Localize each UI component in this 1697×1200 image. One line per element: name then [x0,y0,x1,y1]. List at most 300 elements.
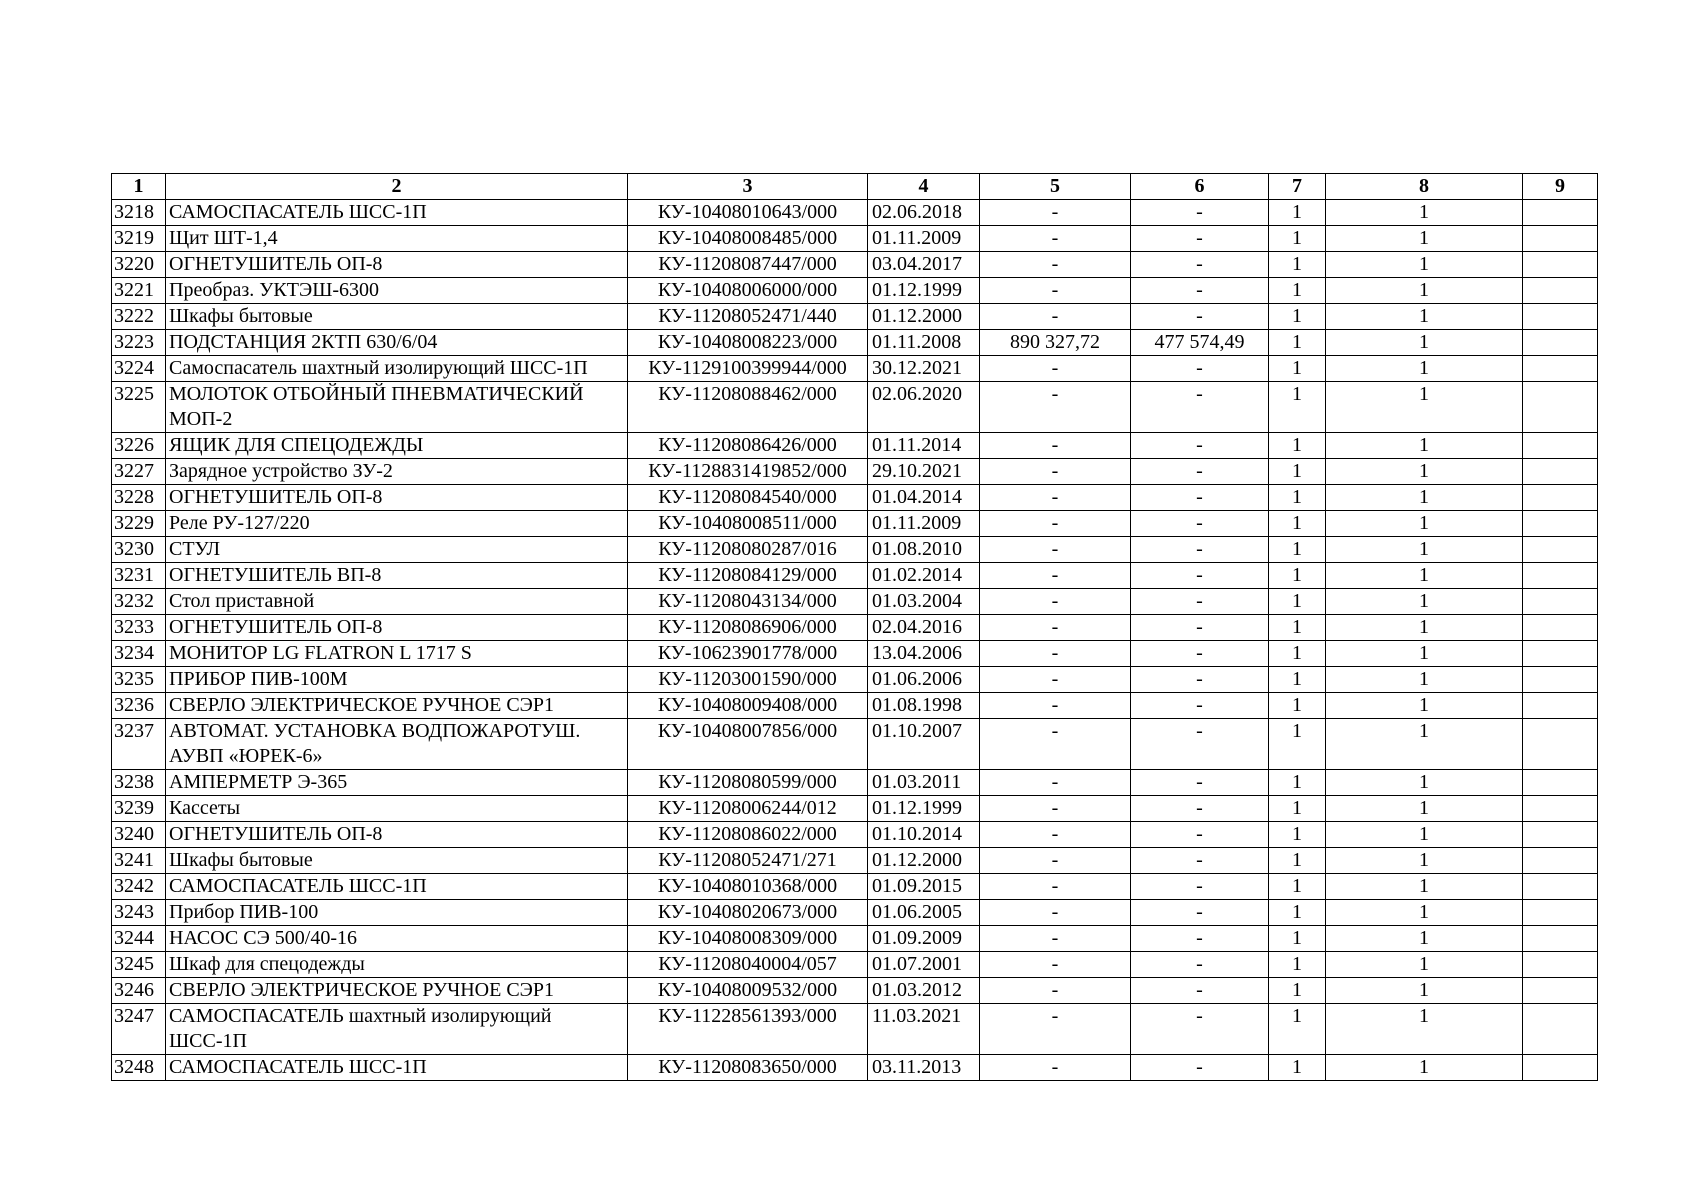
date-cell: 01.03.2004 [868,589,980,615]
item-name-cell: Кассеты [166,796,628,822]
quantity-cell: 1 [1269,1004,1326,1055]
inventory-code-cell: КУ-10408010643/000 [628,200,868,226]
column-header: 1 [112,174,166,200]
date-cell: 30.12.2021 [868,356,980,382]
column-header: 4 [868,174,980,200]
date-cell: 01.06.2005 [868,900,980,926]
item-name-cell: Реле РУ-127/220 [166,511,628,537]
count-cell: 1 [1326,278,1523,304]
date-cell: 01.12.1999 [868,796,980,822]
quantity-cell: 1 [1269,563,1326,589]
inventory-code-cell: КУ-11208086022/000 [628,822,868,848]
inventory-table [111,173,1598,1081]
cost-cell: - [980,978,1131,1004]
table-row [112,252,1598,278]
inventory-code-cell: КУ-10408008511/000 [628,511,868,537]
row-number-cell: 3246 [112,978,166,1004]
count-cell: 1 [1326,1055,1523,1081]
date-cell: 29.10.2021 [868,459,980,485]
count-cell: 1 [1326,900,1523,926]
note-cell [1523,822,1598,848]
inventory-code-cell: КУ-11208006244/012 [628,796,868,822]
table-body [112,200,1598,1081]
cost-cell: - [980,589,1131,615]
inventory-code-cell: КУ-11208043134/000 [628,589,868,615]
row-number-cell: 3248 [112,1055,166,1081]
quantity-cell: 1 [1269,589,1326,615]
note-cell [1523,667,1598,693]
quantity-cell: 1 [1269,330,1326,356]
count-cell: 1 [1326,770,1523,796]
residual-cost-cell: - [1131,433,1269,459]
table-row [112,693,1598,719]
inventory-code-cell: КУ-11208080287/016 [628,537,868,563]
item-name-cell: МОЛОТОК ОТБОЙНЫЙ ПНЕВМАТИЧЕСКИЙ МОП-2 [166,382,628,433]
quantity-cell: 1 [1269,848,1326,874]
date-cell: 02.06.2020 [868,382,980,433]
quantity-cell: 1 [1269,822,1326,848]
table-row [112,641,1598,667]
count-cell: 1 [1326,667,1523,693]
residual-cost-cell: - [1131,511,1269,537]
item-name-cell: ОГНЕТУШИТЕЛЬ ОП-8 [166,822,628,848]
count-cell: 1 [1326,641,1523,667]
item-name-cell: Щит ШТ-1,4 [166,226,628,252]
item-name-cell: Шкафы бытовые [166,304,628,330]
cost-cell: - [980,1004,1131,1055]
residual-cost-cell: - [1131,822,1269,848]
item-name-cell: Зарядное устройство ЗУ-2 [166,459,628,485]
residual-cost-cell: - [1131,978,1269,1004]
row-number-cell: 3234 [112,641,166,667]
row-number-cell: 3231 [112,563,166,589]
column-header: 9 [1523,174,1598,200]
inventory-code-cell: КУ-10408009532/000 [628,978,868,1004]
table-row [112,874,1598,900]
note-cell [1523,615,1598,641]
item-name-cell: САМОСПАСАТЕЛЬ ШСС-1П [166,874,628,900]
cost-cell: - [980,848,1131,874]
count-cell: 1 [1326,822,1523,848]
table-row [112,848,1598,874]
residual-cost-cell: - [1131,226,1269,252]
table-row [112,900,1598,926]
table-row [112,382,1598,433]
row-number-cell: 3233 [112,615,166,641]
count-cell: 1 [1326,589,1523,615]
item-name-cell: Прибор ПИВ-100 [166,900,628,926]
row-number-cell: 3239 [112,796,166,822]
cost-cell: - [980,667,1131,693]
date-cell: 11.03.2021 [868,1004,980,1055]
row-number-cell: 3225 [112,382,166,433]
date-cell: 01.10.2007 [868,719,980,770]
count-cell: 1 [1326,693,1523,719]
table-row [112,952,1598,978]
cost-cell: - [980,900,1131,926]
residual-cost-cell: - [1131,589,1269,615]
item-name-cell: Преобраз. УКТЭШ-6300 [166,278,628,304]
table-row [112,1055,1598,1081]
table-row [112,978,1598,1004]
note-cell [1523,200,1598,226]
row-number-cell: 3245 [112,952,166,978]
residual-cost-cell: - [1131,667,1269,693]
quantity-cell: 1 [1269,278,1326,304]
cost-cell: - [980,641,1131,667]
residual-cost-cell: - [1131,874,1269,900]
cost-cell: - [980,615,1131,641]
quantity-cell: 1 [1269,1055,1326,1081]
note-cell [1523,589,1598,615]
cost-cell: - [980,226,1131,252]
date-cell: 01.11.2014 [868,433,980,459]
table-row [112,537,1598,563]
date-cell: 01.12.2000 [868,848,980,874]
count-cell: 1 [1326,978,1523,1004]
count-cell: 1 [1326,952,1523,978]
table-row [112,796,1598,822]
table-row [112,667,1598,693]
count-cell: 1 [1326,356,1523,382]
count-cell: 1 [1326,304,1523,330]
column-header: 5 [980,174,1131,200]
row-number-cell: 3232 [112,589,166,615]
quantity-cell: 1 [1269,615,1326,641]
residual-cost-cell: - [1131,304,1269,330]
row-number-cell: 3235 [112,667,166,693]
row-number-cell: 3242 [112,874,166,900]
inventory-code-cell: КУ-10408008223/000 [628,330,868,356]
note-cell [1523,874,1598,900]
note-cell [1523,952,1598,978]
row-number-cell: 3247 [112,1004,166,1055]
quantity-cell: 1 [1269,900,1326,926]
date-cell: 01.12.2000 [868,304,980,330]
note-cell [1523,537,1598,563]
item-name-cell: СВЕРЛО ЭЛЕКТРИЧЕСКОЕ РУЧНОЕ СЭР1 [166,693,628,719]
residual-cost-cell: - [1131,770,1269,796]
table-row [112,719,1598,770]
item-name-cell: ОГНЕТУШИТЕЛЬ ОП-8 [166,252,628,278]
inventory-code-cell: КУ-10623901778/000 [628,641,868,667]
cost-cell: - [980,485,1131,511]
item-name-cell: ЯЩИК ДЛЯ СПЕЦОДЕЖДЫ [166,433,628,459]
cost-cell: - [980,874,1131,900]
inventory-code-cell: КУ-10408008309/000 [628,926,868,952]
count-cell: 1 [1326,485,1523,511]
cost-cell: - [980,796,1131,822]
table-row [112,1004,1598,1055]
date-cell: 01.08.1998 [868,693,980,719]
residual-cost-cell: - [1131,719,1269,770]
cost-cell: - [980,770,1131,796]
note-cell [1523,770,1598,796]
count-cell: 1 [1326,511,1523,537]
note-cell [1523,382,1598,433]
date-cell: 01.03.2011 [868,770,980,796]
cost-cell: - [980,200,1131,226]
residual-cost-cell: - [1131,563,1269,589]
inventory-code-cell: КУ-11208086426/000 [628,433,868,459]
residual-cost-cell: - [1131,252,1269,278]
note-cell [1523,304,1598,330]
cost-cell: - [980,822,1131,848]
row-number-cell: 3226 [112,433,166,459]
cost-cell: - [980,511,1131,537]
note-cell [1523,278,1598,304]
item-name-cell: ПОДСТАНЦИЯ 2КТП 630/6/04 [166,330,628,356]
residual-cost-cell: - [1131,796,1269,822]
row-number-cell: 3222 [112,304,166,330]
date-cell: 02.04.2016 [868,615,980,641]
quantity-cell: 1 [1269,978,1326,1004]
inventory-code-cell: КУ-11208083650/000 [628,1055,868,1081]
cost-cell: - [980,382,1131,433]
note-cell [1523,511,1598,537]
note-cell [1523,693,1598,719]
quantity-cell: 1 [1269,926,1326,952]
cost-cell: - [980,926,1131,952]
date-cell: 01.07.2001 [868,952,980,978]
count-cell: 1 [1326,200,1523,226]
item-name-cell: НАСОС СЭ 500/40-16 [166,926,628,952]
quantity-cell: 1 [1269,693,1326,719]
note-cell [1523,796,1598,822]
count-cell: 1 [1326,563,1523,589]
row-number-cell: 3243 [112,900,166,926]
note-cell [1523,252,1598,278]
date-cell: 01.04.2014 [868,485,980,511]
date-cell: 01.03.2012 [868,978,980,1004]
count-cell: 1 [1326,226,1523,252]
inventory-code-cell: КУ-10408008485/000 [628,226,868,252]
inventory-code-cell: КУ-10408010368/000 [628,874,868,900]
count-cell: 1 [1326,459,1523,485]
count-cell: 1 [1326,1004,1523,1055]
row-number-cell: 3229 [112,511,166,537]
count-cell: 1 [1326,252,1523,278]
inventory-code-cell: КУ-1128831419852/000 [628,459,868,485]
note-cell [1523,459,1598,485]
residual-cost-cell: - [1131,1055,1269,1081]
inventory-code-cell: КУ-10408020673/000 [628,900,868,926]
row-number-cell: 3219 [112,226,166,252]
date-cell: 01.11.2009 [868,226,980,252]
inventory-code-cell: КУ-1129100399944/000 [628,356,868,382]
note-cell [1523,1004,1598,1055]
cost-cell: - [980,952,1131,978]
inventory-code-cell: КУ-10408006000/000 [628,278,868,304]
note-cell [1523,330,1598,356]
row-number-cell: 3241 [112,848,166,874]
inventory-code-cell: КУ-11208052471/440 [628,304,868,330]
table-row [112,511,1598,537]
quantity-cell: 1 [1269,667,1326,693]
quantity-cell: 1 [1269,537,1326,563]
inventory-code-cell: КУ-11208040004/057 [628,952,868,978]
cost-cell: 890 327,72 [980,330,1131,356]
date-cell: 03.11.2013 [868,1055,980,1081]
inventory-code-cell: КУ-10408009408/000 [628,693,868,719]
date-cell: 01.06.2006 [868,667,980,693]
quantity-cell: 1 [1269,796,1326,822]
item-name-cell: ПРИБОР ПИВ-100М [166,667,628,693]
count-cell: 1 [1326,874,1523,900]
cost-cell: - [980,563,1131,589]
quantity-cell: 1 [1269,770,1326,796]
inventory-code-cell: КУ-10408007856/000 [628,719,868,770]
residual-cost-cell: - [1131,382,1269,433]
header-row [112,174,1598,200]
inventory-code-cell: КУ-11208087447/000 [628,252,868,278]
residual-cost-cell: - [1131,537,1269,563]
item-name-cell: МОНИТОР LG FLATRON L 1717 S [166,641,628,667]
cost-cell: - [980,1055,1131,1081]
date-cell: 01.11.2008 [868,330,980,356]
item-name-cell: Самоспасатель шахтный изолирующий ШСС-1П [166,356,628,382]
cost-cell: - [980,693,1131,719]
quantity-cell: 1 [1269,485,1326,511]
count-cell: 1 [1326,433,1523,459]
cost-cell: - [980,356,1131,382]
table-row [112,433,1598,459]
item-name-cell: АВТОМАТ. УСТАНОВКА ВОДПОЖАРОТУШ. АУВП «ЮРЕК-6» [166,719,628,770]
item-name-cell: АМПЕРМЕТР Э-365 [166,770,628,796]
column-header: 3 [628,174,868,200]
count-cell: 1 [1326,382,1523,433]
inventory-code-cell: КУ-11208084540/000 [628,485,868,511]
note-cell [1523,848,1598,874]
quantity-cell: 1 [1269,511,1326,537]
table-row [112,770,1598,796]
residual-cost-cell: - [1131,900,1269,926]
count-cell: 1 [1326,926,1523,952]
note-cell [1523,978,1598,1004]
residual-cost-cell: 477 574,49 [1131,330,1269,356]
quantity-cell: 1 [1269,226,1326,252]
table-row [112,563,1598,589]
residual-cost-cell: - [1131,485,1269,511]
quantity-cell: 1 [1269,433,1326,459]
date-cell: 01.08.2010 [868,537,980,563]
cost-cell: - [980,459,1131,485]
row-number-cell: 3230 [112,537,166,563]
note-cell [1523,926,1598,952]
item-name-cell: САМОСПАСАТЕЛЬ ШСС-1П [166,200,628,226]
row-number-cell: 3227 [112,459,166,485]
quantity-cell: 1 [1269,719,1326,770]
note-cell [1523,641,1598,667]
date-cell: 01.09.2015 [868,874,980,900]
date-cell: 01.11.2009 [868,511,980,537]
quantity-cell: 1 [1269,641,1326,667]
item-name-cell: Шкафы бытовые [166,848,628,874]
row-number-cell: 3238 [112,770,166,796]
cost-cell: - [980,537,1131,563]
row-number-cell: 3224 [112,356,166,382]
note-cell [1523,433,1598,459]
table-row [112,822,1598,848]
item-name-cell: Шкаф для спецодежды [166,952,628,978]
quantity-cell: 1 [1269,459,1326,485]
table-row [112,278,1598,304]
note-cell [1523,226,1598,252]
row-number-cell: 3221 [112,278,166,304]
item-name-cell: САМОСПАСАТЕЛЬ ШСС-1П [166,1055,628,1081]
cost-cell: - [980,433,1131,459]
count-cell: 1 [1326,848,1523,874]
table-row [112,200,1598,226]
column-header: 6 [1131,174,1269,200]
cost-cell: - [980,278,1131,304]
count-cell: 1 [1326,615,1523,641]
row-number-cell: 3236 [112,693,166,719]
item-name-cell: СТУЛ [166,537,628,563]
residual-cost-cell: - [1131,641,1269,667]
note-cell [1523,900,1598,926]
inventory-code-cell: КУ-11228561393/000 [628,1004,868,1055]
date-cell: 01.02.2014 [868,563,980,589]
note-cell [1523,563,1598,589]
row-number-cell: 3240 [112,822,166,848]
table-row [112,226,1598,252]
date-cell: 02.06.2018 [868,200,980,226]
quantity-cell: 1 [1269,356,1326,382]
date-cell: 13.04.2006 [868,641,980,667]
inventory-code-cell: КУ-11208052471/271 [628,848,868,874]
residual-cost-cell: - [1131,848,1269,874]
table-row [112,304,1598,330]
row-number-cell: 3244 [112,926,166,952]
item-name-cell: САМОСПАСАТЕЛЬ шахтный изолирующий ШСС-1П [166,1004,628,1055]
column-header: 8 [1326,174,1523,200]
date-cell: 01.12.1999 [868,278,980,304]
residual-cost-cell: - [1131,200,1269,226]
item-name-cell: ОГНЕТУШИТЕЛЬ ВП-8 [166,563,628,589]
row-number-cell: 3228 [112,485,166,511]
inventory-code-cell: КУ-11208086906/000 [628,615,868,641]
residual-cost-cell: - [1131,459,1269,485]
quantity-cell: 1 [1269,252,1326,278]
item-name-cell: СВЕРЛО ЭЛЕКТРИЧЕСКОЕ РУЧНОЕ СЭР1 [166,978,628,1004]
cost-cell: - [980,719,1131,770]
note-cell [1523,356,1598,382]
quantity-cell: 1 [1269,200,1326,226]
table-row [112,615,1598,641]
inventory-code-cell: КУ-11208088462/000 [628,382,868,433]
row-number-cell: 3220 [112,252,166,278]
item-name-cell: ОГНЕТУШИТЕЛЬ ОП-8 [166,615,628,641]
residual-cost-cell: - [1131,278,1269,304]
row-number-cell: 3237 [112,719,166,770]
note-cell [1523,485,1598,511]
residual-cost-cell: - [1131,356,1269,382]
table-row [112,589,1598,615]
column-header: 2 [166,174,628,200]
inventory-code-cell: КУ-11203001590/000 [628,667,868,693]
residual-cost-cell: - [1131,615,1269,641]
note-cell [1523,1055,1598,1081]
note-cell [1523,719,1598,770]
table-row [112,459,1598,485]
row-number-cell: 3223 [112,330,166,356]
residual-cost-cell: - [1131,952,1269,978]
count-cell: 1 [1326,719,1523,770]
count-cell: 1 [1326,330,1523,356]
quantity-cell: 1 [1269,874,1326,900]
inventory-code-cell: КУ-11208080599/000 [628,770,868,796]
